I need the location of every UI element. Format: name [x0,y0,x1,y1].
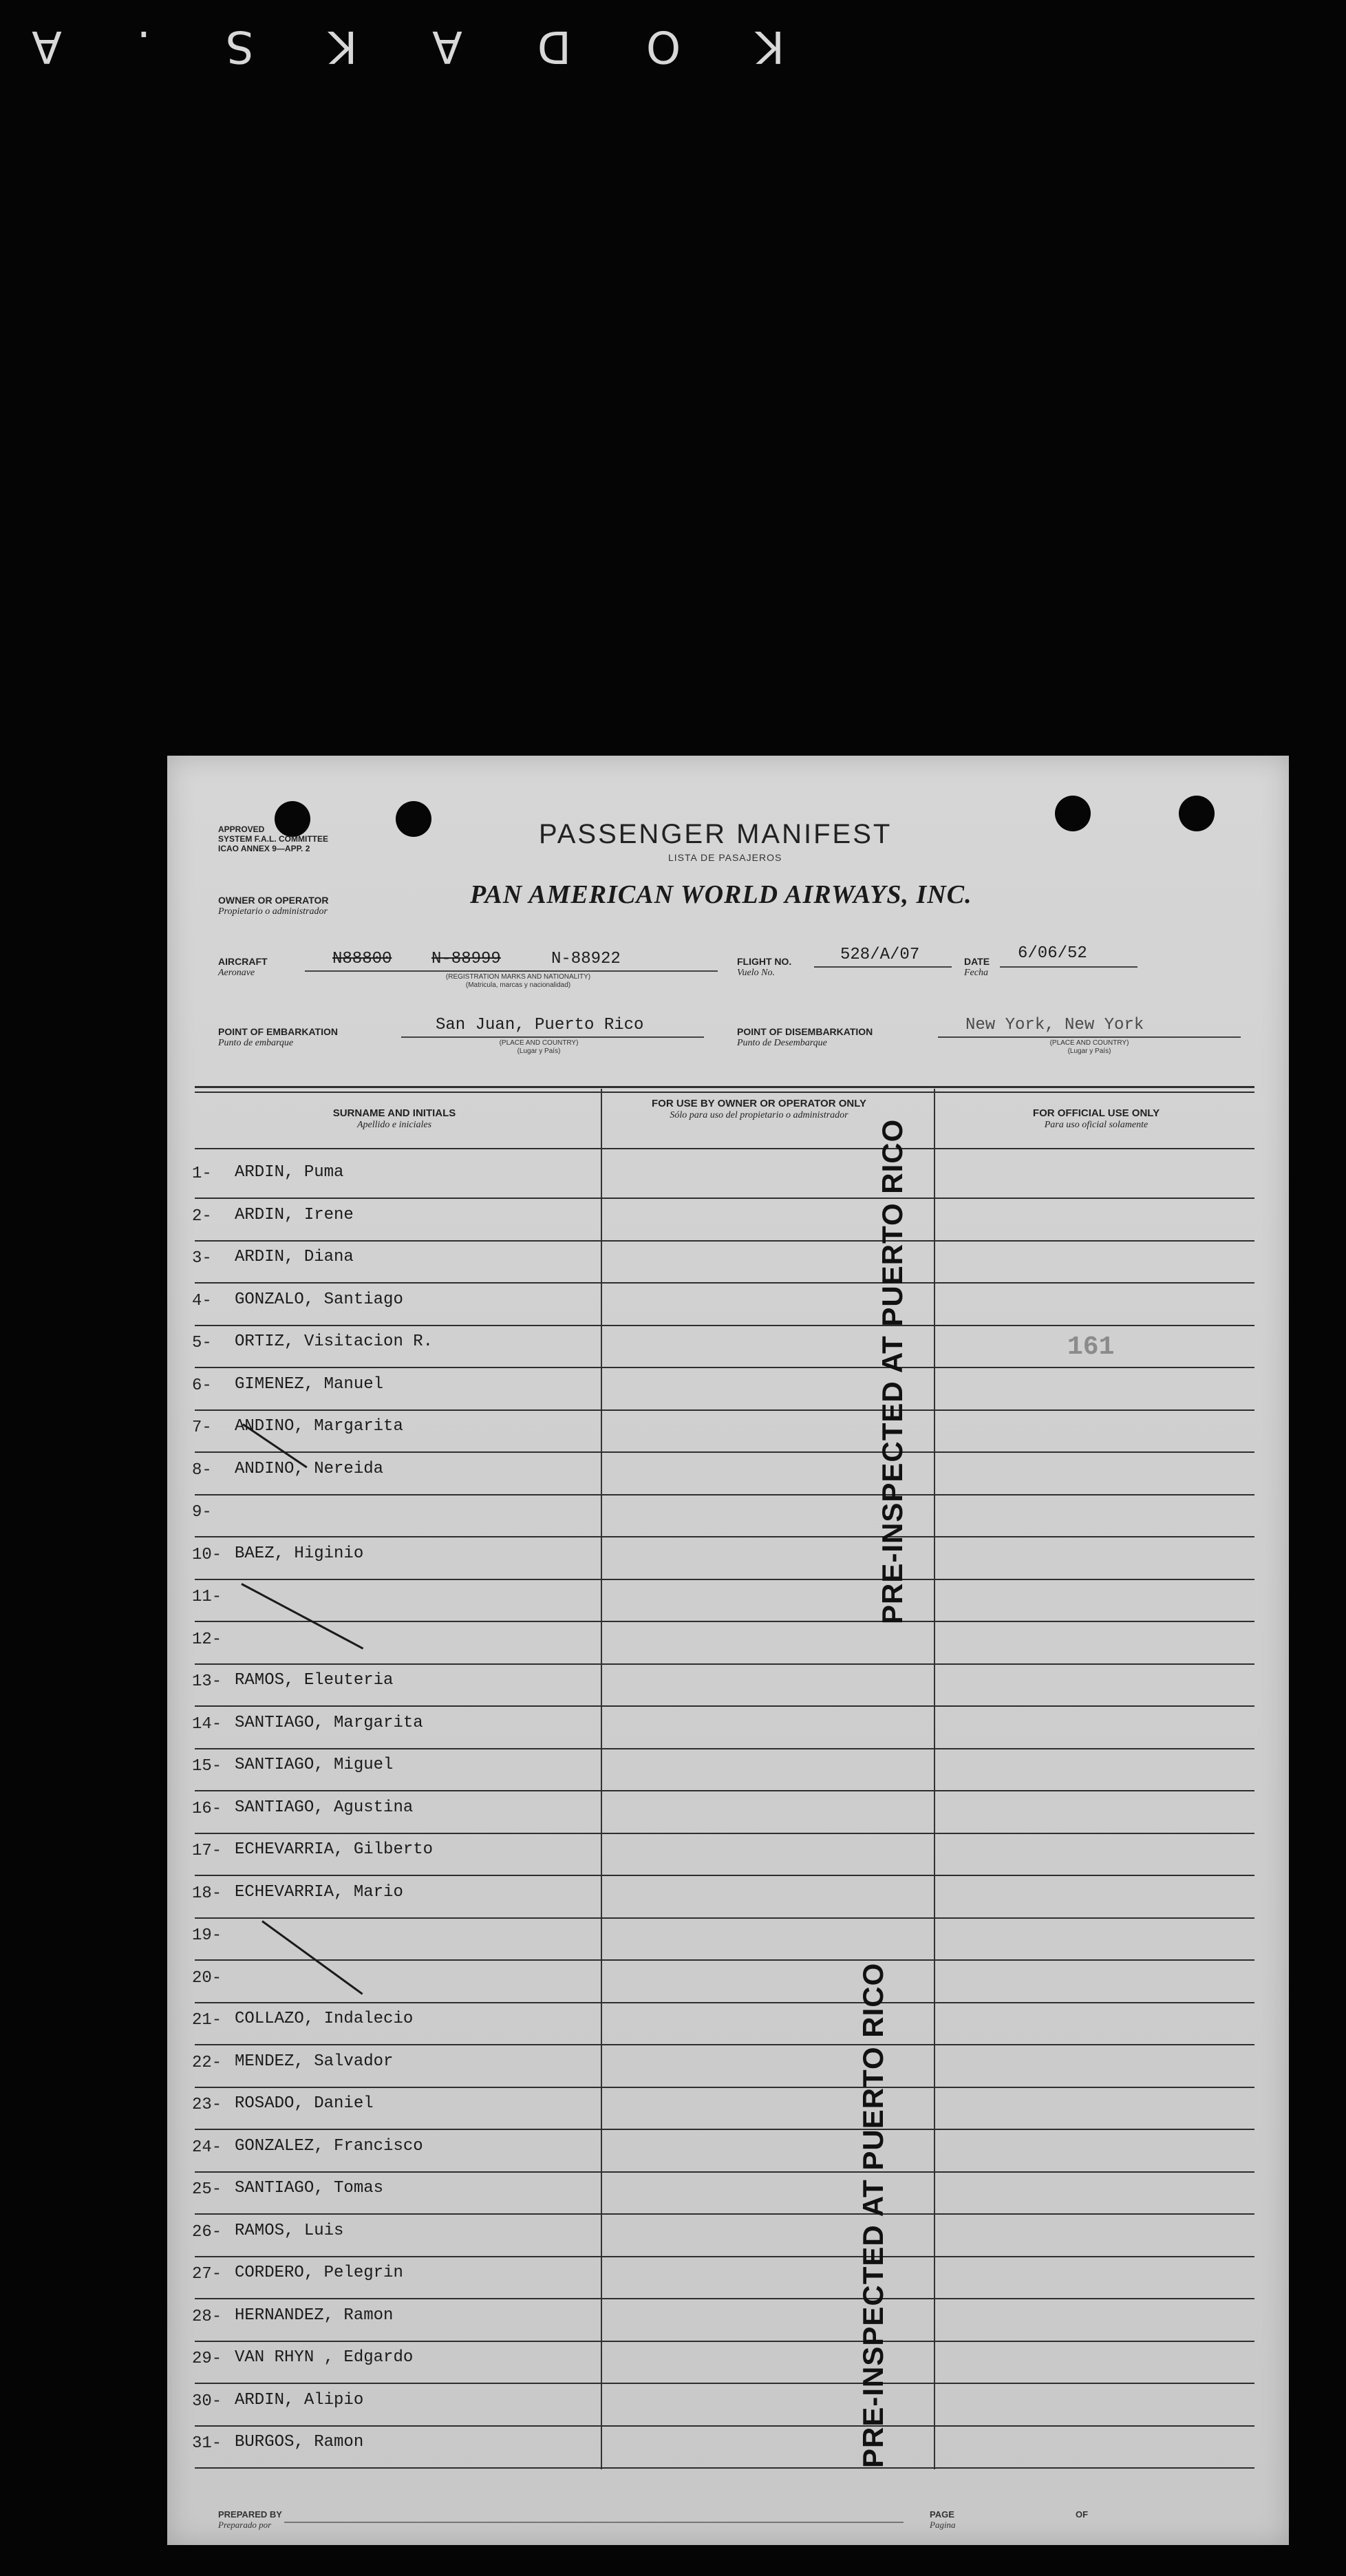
strike-mark-rows-19-20 [261,1920,363,1994]
place-note-en: (PLACE AND COUNTRY) [1049,1039,1129,1047]
row-rule [195,1875,1254,1876]
row-number: 31- [192,2434,222,2453]
row-rule [195,1748,1254,1749]
row-rule [195,1790,1254,1791]
aircraft-struck-2: N-88999 [431,950,501,968]
film-letter: K [324,21,358,72]
row-rule [195,1579,1254,1580]
aircraft-struck-1: N88800 [332,950,392,968]
passenger-name: SANTIAGO, Miguel [235,1756,394,1774]
row-rule [195,2256,1254,2257]
row-number: 27- [192,2265,222,2284]
row-number: 22- [192,2054,222,2072]
row-number: 6- [192,1376,212,1395]
row-number: 29- [192,2350,222,2368]
registration-note [374,973,663,990]
passenger-name: HERNANDEZ, Ramon [235,2306,394,2325]
row-rule [195,1705,1254,1707]
place-note-embark [463,1039,615,1056]
embark-label-en: POINT OF EMBARKATION [218,1026,338,1037]
approval-line: SYSTEM F.A.L. COMMITTEE [218,834,329,844]
col2-header [608,1098,910,1121]
embark-label [218,1027,338,1048]
row-number: 2- [192,1207,212,1226]
row-rule [195,2044,1254,2045]
row-number: 26- [192,2223,222,2242]
row-number: 7- [192,1418,212,1437]
strike-mark-rows-11-12 [241,1583,363,1650]
prepared-by-es: Preparado por [218,2520,272,2530]
row-rule [195,1621,1254,1622]
column-divider-2 [934,1089,935,2469]
pre-inspected-stamp-upper: PRE-INSPECTED AT PUERTO RICO [876,1118,908,1624]
row-number: 23- [192,2096,222,2114]
row-number: 20- [192,1969,222,1988]
passenger-name: SANTIAGO, Tomas [235,2179,384,2197]
disembark-label-en: POINT OF DISEMBARKATION [737,1026,873,1037]
embark-value: San Juan, Puerto Rico [436,1016,644,1034]
place-note-en: (PLACE AND COUNTRY) [499,1039,579,1047]
col1-header-es: Apellido e iniciales [356,1120,432,1130]
kodak-edge-text [28,21,784,72]
row-rule [195,1663,1254,1665]
prepared-underline [284,2522,904,2523]
of-label: OF [1076,2509,1089,2520]
film-letter: D [533,21,571,72]
row-number: 24- [192,2138,222,2157]
registration-note-en: (REGISTRATION MARKS AND NATIONALITY) [445,973,591,981]
column-header-rule [195,1148,1254,1149]
col3-header-en: FOR OFFICIAL USE ONLY [1032,1107,1160,1119]
header-rule [195,1086,1254,1088]
passenger-name: ROSADO, Daniel [235,2094,374,2113]
row-rule [195,2425,1254,2427]
row-number: 11- [192,1588,222,1606]
embark-underline [401,1036,704,1038]
row-number: 21- [192,2011,222,2030]
approval-line: APPROVED [218,824,265,834]
row-rule [195,1451,1254,1453]
row-rule [195,2129,1254,2130]
pre-inspected-stamp-lower: PRE-INSPECTED AT PUERTO RICO [857,1962,889,2468]
disembark-underline [938,1036,1241,1038]
row-rule [195,2467,1254,2469]
prepared-by [218,2509,282,2531]
punch-hole [1179,796,1215,831]
flight-underline [814,966,952,968]
disembark-label [737,1027,873,1048]
row-rule [195,2002,1254,2003]
row-rule [195,1833,1254,1834]
passenger-name: SANTIAGO, Agustina [235,1798,414,1817]
col3-header [938,1108,1254,1131]
film-letter: A [428,21,462,72]
registration-note-es: (Matricula, marcas y nacionalidad) [465,981,571,989]
passenger-name: ANDINO, Nereida [235,1460,384,1478]
row-number: 19- [192,1926,222,1945]
row-number: 17- [192,1842,222,1860]
column-divider-1 [601,1089,602,2469]
flight-value: 528/A/07 [840,946,920,964]
row-number: 1- [192,1164,212,1183]
film-letter: K [751,21,784,72]
manifest-sheet [167,756,1289,2545]
place-note-es: (Lugar y País) [1067,1047,1111,1055]
row-rule [195,1494,1254,1495]
row-rule [195,1367,1254,1368]
header-rule [195,1092,1254,1093]
row-rule [195,2213,1254,2215]
form-title: PASSENGER MANIFEST [539,819,893,849]
film-letter: A [28,21,62,72]
row-number: 3- [192,1249,212,1268]
aircraft-value: N-88922 [551,950,621,968]
row-number: 5- [192,1334,212,1352]
row-rule [195,1959,1254,1961]
date-label-en: DATE [964,956,990,967]
col3-header-es: Para uso oficial solamente [1044,1120,1149,1130]
row-number: 14- [192,1715,222,1734]
approval-line: ICAO ANNEX 9—APP. 2 [218,844,310,853]
row-number: 4- [192,1292,212,1310]
embark-label-es: Punto de embarque [218,1038,294,1048]
passenger-name: COLLAZO, Indalecio [235,2010,414,2028]
passenger-name: GONZALEZ, Francisco [235,2137,423,2155]
operator-name: PAN AMERICAN WORLD AIRWAYS, INC. [470,880,972,909]
disembark-label-es: Punto de Desembarque [737,1038,827,1048]
passenger-name: RAMOS, Eleuteria [235,1671,394,1690]
row-number: 9- [192,1503,212,1522]
aircraft-label [218,957,268,978]
row-rule [195,1325,1254,1326]
page-label-en: PAGE [930,2509,954,2520]
row-rule [195,1536,1254,1537]
passenger-name: VAN RHYN , Edgardo [235,2348,414,2367]
disembark-value: New York, New York [965,1016,1144,1034]
passenger-name: GONZALO, Santiago [235,1290,403,1309]
date-label-es: Fecha [964,968,988,978]
passenger-name: ARDIN, Irene [235,1206,354,1224]
page-label [930,2509,956,2531]
film-letter: . [132,21,151,72]
flight-label-en: FLIGHT NO. [737,956,792,967]
punch-hole [396,801,431,837]
passenger-name: ECHEVARRIA, Mario [235,1883,403,1902]
row-rule [195,1917,1254,1919]
passenger-name: BAEZ, Higinio [235,1544,364,1563]
row-rule [195,1282,1254,1284]
row-number: 18- [192,1884,222,1903]
form-subtitle: LISTA DE PASAJEROS [668,852,782,863]
flight-label [737,957,791,978]
row-number: 8- [192,1461,212,1480]
place-note-es: (Lugar y País) [517,1047,561,1055]
row-rule [195,2298,1254,2299]
row-number: 25- [192,2180,222,2199]
passenger-name: ARDIN, Alipio [235,2391,364,2409]
passenger-name: RAMOS, Luis [235,2222,344,2240]
aircraft-label-en: AIRCRAFT [218,956,268,967]
col1-header-en: SURNAME AND INITIALS [332,1107,456,1119]
passenger-name: ECHEVARRIA, Gilberto [235,1840,434,1859]
passenger-name: ARDIN, Puma [235,1163,344,1182]
row-number: 15- [192,1757,222,1776]
row-rule [195,2087,1254,2088]
row-number: 16- [192,1800,222,1818]
approval-block [218,824,328,853]
aircraft-label-es: Aeronave [218,968,255,978]
flight-label-es: Vuelo No. [737,968,775,978]
date-underline [1000,966,1137,968]
passenger-name: SANTIAGO, Margarita [235,1714,423,1732]
row-rule [195,2171,1254,2173]
aircraft-underline [305,970,718,972]
prepared-by-en: PREPARED BY [218,2509,282,2520]
row-number: 12- [192,1630,222,1649]
col2-header-es: Sólo para uso del propietario o administrador [670,1110,848,1120]
col1-header [195,1108,594,1131]
film-edge-marking [0,0,1346,76]
row-number: 30- [192,2392,222,2411]
passenger-name: CORDERO, Pelegrin [235,2264,403,2282]
passenger-name: ANDINO, Margarita [235,1417,403,1436]
row-rule [195,1240,1254,1242]
row-rule [195,1197,1254,1199]
row-rule [195,2341,1254,2342]
page-label-es: Pagina [930,2520,956,2530]
date-value: 6/06/52 [1018,944,1087,963]
row-number: 10- [192,1546,222,1564]
punch-hole [1055,796,1091,831]
owner-label-en: OWNER OR OPERATOR [218,895,329,906]
passenger-name: ARDIN, Diana [235,1248,354,1266]
row-number: 13- [192,1672,222,1691]
owner-label [218,895,329,917]
passenger-name: BURGOS, Ramon [235,2433,364,2451]
passenger-name: ORTIZ, Visitacion R. [235,1332,434,1351]
place-note-disembark [1014,1039,1165,1056]
row-rule [195,2383,1254,2384]
owner-label-es: Propietario o administrador [218,906,328,917]
passenger-name: MENDEZ, Salvador [235,2052,394,2071]
film-letter: S [221,21,254,72]
row-rule [195,1409,1254,1411]
row-number: 28- [192,2308,222,2326]
official-mark-161: 161 [1067,1332,1115,1362]
col2-header-en: FOR USE BY OWNER OR OPERATOR ONLY [652,1098,866,1109]
film-letter: O [641,21,681,72]
passenger-name: GIMENEZ, Manuel [235,1375,384,1394]
date-label [964,957,990,978]
